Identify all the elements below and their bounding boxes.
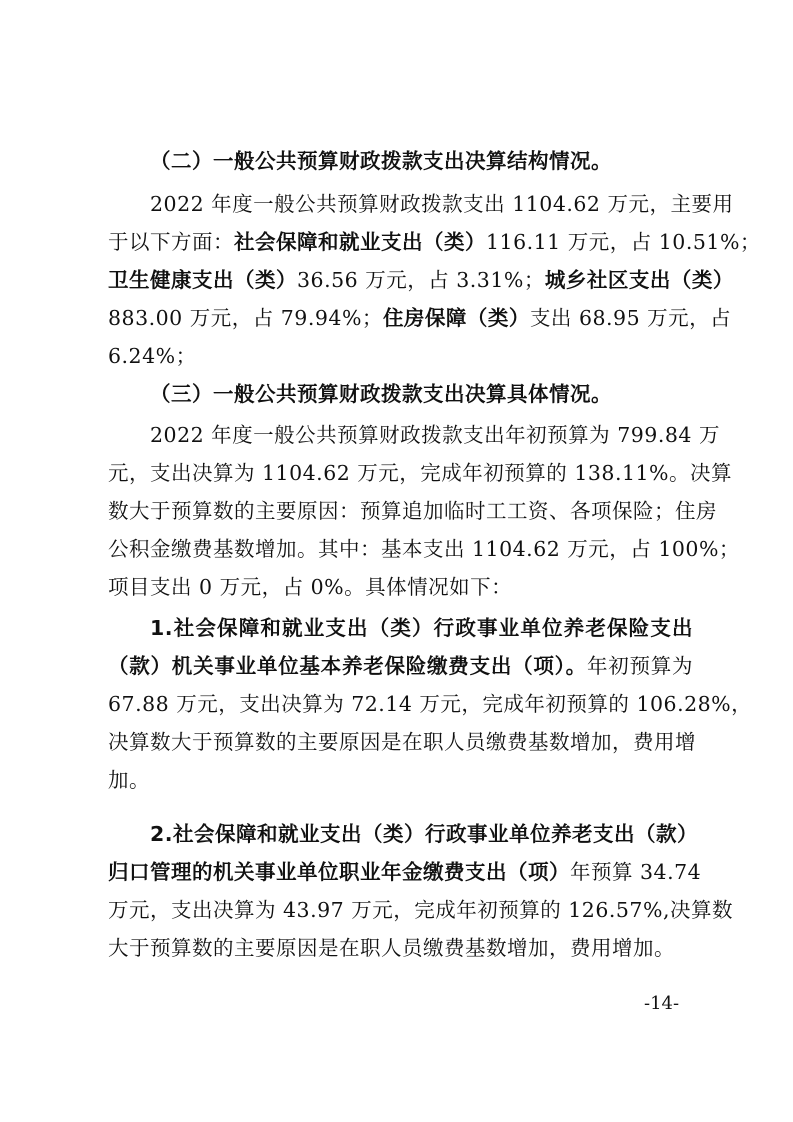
item-1-title: 1.社会保障和就业支出（类）行政事业单位养老保险支出 [150,616,693,640]
section-heading-detail: （三）一般公共预算财政拨款支出决算具体情况。 [150,382,612,406]
paragraph-line: 大于预算数的主要原因是在职人员缴费基数增加，费用增加。 [108,936,675,960]
paragraph-line: 卫生健康支出（类）36.56 万元，占 3.31%；城乡社区支出（类） [108,268,734,292]
paragraph-line: 归口管理的机关事业单位职业年金缴费支出（项）年预算 34.74 [108,860,702,884]
paragraph-line: 2022 年度一般公共预算财政拨款支出年初预算为 799.84 万 [150,423,720,447]
paragraph-line: 于以下方面：社会保障和就业支出（类）116.11 万元，占 10.51%； [108,230,761,254]
paragraph-line: 决算数大于预算数的主要原因是在职人员缴费基数增加，费用增 [108,730,696,754]
paragraph-line: 公积金缴费基数增加。其中：基本支出 1104.62 万元，占 100%； [108,537,740,561]
paragraph-line: （款）机关事业单位基本养老保险缴费支出（项）。年初预算为 [108,654,694,678]
paragraph-line: 数大于预算数的主要原因：预算追加临时工工资、各项保险；住房 [108,499,717,523]
paragraph-line: 883.00 万元，占 79.94%；住房保障（类）支出 68.95 万元，占 [108,306,732,330]
page-number: -14- [644,993,680,1014]
section-heading-structure: （二）一般公共预算财政拨款支出决算结构情况。 [150,149,612,173]
paragraph-line: 6.24%； [108,344,197,368]
item-2-title: 2.社会保障和就业支出（类）行政事业单位养老支出（款） [150,822,699,846]
paragraph-line: 2022 年度一般公共预算财政拨款支出 1104.62 万元，主要用 [150,192,734,216]
paragraph-line: 加。 [108,768,150,792]
paragraph-line: 项目支出 0 万元，占 0%。具体情况如下： [108,575,513,599]
paragraph-line: 元，支出决算为 1104.62 万元，完成年初预算的 138.11%。决算 [108,461,733,485]
paragraph-line: 67.88 万元，支出决算为 72.14 万元，完成年初预算的 106.28%， [108,692,753,716]
paragraph-line: 万元，支出决算为 43.97 万元，完成年初预算的 126.57%,决算数 [108,898,733,922]
